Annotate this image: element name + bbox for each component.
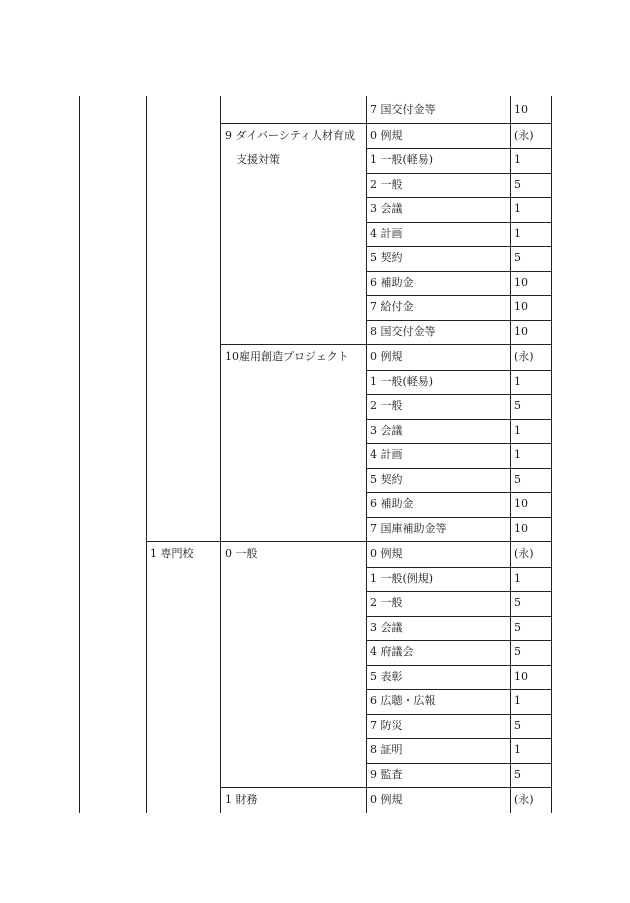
retention-period: 1 (514, 374, 521, 388)
retention-period: 10 (514, 324, 528, 338)
column-border-2 (220, 96, 221, 813)
retention-period: 5 (514, 596, 521, 609)
item-label: 4 府議会 (370, 645, 414, 658)
subcategory-label: 10雇用創造プロジェクト (225, 350, 349, 363)
retention-period: 1 (514, 694, 521, 707)
row-divider (366, 492, 552, 493)
retention-period: 5 (514, 620, 521, 634)
group-separator (146, 541, 552, 542)
item-label: 2 一般 (370, 177, 403, 191)
subcategory-label: 1 財務 (225, 793, 258, 806)
row-divider (366, 320, 552, 321)
row-divider (366, 689, 552, 690)
retention-period: 1 (514, 743, 521, 756)
retention-period: 10 (514, 300, 528, 313)
column-border-0 (79, 96, 80, 813)
retention-period: 5 (514, 645, 521, 658)
retention-period: 1 (514, 153, 521, 166)
column-border-5 (551, 96, 552, 813)
retention-period: 1 (514, 423, 521, 437)
item-label: 7 防災 (370, 718, 403, 732)
retention-period: 1 (514, 226, 521, 240)
retention-period: 5 (514, 251, 521, 264)
retention-period: 5 (514, 718, 521, 732)
row-divider (366, 148, 552, 149)
item-label: 5 表彰 (370, 669, 403, 683)
section-label: 1 専門校 (150, 547, 194, 560)
row-divider (366, 295, 552, 296)
row-divider (366, 173, 552, 174)
item-label: 3 会議 (370, 620, 403, 634)
item-label: 1 一般(軽易) (370, 153, 434, 166)
retention-period: 10 (514, 669, 528, 683)
row-divider (366, 370, 552, 371)
item-label: 5 契約 (370, 251, 403, 264)
item-label: 6 広聴・広報 (370, 694, 436, 707)
item-label: 8 証明 (370, 743, 403, 756)
row-divider (366, 468, 552, 469)
retention-period: 1 (514, 448, 521, 461)
item-label: 0 例規 (370, 350, 403, 363)
retention-period: (永) (514, 547, 534, 560)
column-border-4 (510, 96, 511, 813)
item-label: 8 国交付金等 (370, 324, 436, 338)
row-divider (366, 616, 552, 617)
item-label: 0 例規 (370, 547, 403, 560)
retention-period: (永) (514, 128, 534, 142)
item-label: 3 会議 (370, 423, 403, 437)
column-border-3 (366, 96, 367, 813)
item-label: 7 国交付金等 (370, 103, 436, 116)
group-separator (220, 344, 552, 345)
retention-period: 10 (514, 275, 528, 289)
row-divider (366, 665, 552, 666)
row-divider (366, 591, 552, 592)
item-label: 7 給付金 (370, 300, 414, 313)
retention-period: 1 (514, 571, 521, 585)
item-label: 2 一般 (370, 399, 403, 412)
item-label: 1 一般(軽易) (370, 374, 434, 388)
row-divider (366, 640, 552, 641)
subcategory-label: 支援対策 (225, 153, 280, 166)
item-label: 6 補助金 (370, 275, 414, 289)
retention-period: 10 (514, 103, 528, 116)
item-label: 0 例規 (370, 793, 403, 806)
row-divider (366, 567, 552, 568)
column-border-1 (146, 96, 147, 813)
item-label: 3 会議 (370, 202, 403, 215)
retention-period: 5 (514, 767, 521, 781)
item-label: 6 補助金 (370, 497, 414, 510)
item-label: 1 一般(例規) (370, 571, 434, 585)
item-label: 7 国庫補助金等 (370, 521, 447, 535)
group-separator (220, 123, 552, 124)
item-label: 4 計画 (370, 448, 403, 461)
item-label: 2 一般 (370, 596, 403, 609)
subcategory-label: 9 ダイバーシティ人材育成 (225, 128, 355, 142)
row-divider (366, 714, 552, 715)
row-divider (366, 197, 552, 198)
row-divider (366, 222, 552, 223)
row-divider (366, 443, 552, 444)
item-label: 0 例規 (370, 128, 403, 142)
subcategory-label: 0 一般 (225, 547, 258, 560)
retention-period: 5 (514, 472, 521, 486)
retention-period: 10 (514, 521, 528, 535)
row-divider (366, 394, 552, 395)
item-label: 4 計画 (370, 226, 403, 240)
row-divider (366, 738, 552, 739)
row-divider (366, 763, 552, 764)
group-separator (220, 787, 552, 788)
item-label: 5 契約 (370, 472, 403, 486)
row-divider (366, 246, 552, 247)
row-divider (366, 419, 552, 420)
retention-period: (永) (514, 350, 534, 363)
item-label: 9 監査 (370, 767, 403, 781)
retention-period: (永) (514, 793, 534, 806)
retention-period: 10 (514, 497, 528, 510)
retention-period: 1 (514, 202, 521, 215)
retention-period: 5 (514, 399, 521, 412)
retention-period: 5 (514, 177, 521, 191)
row-divider (366, 517, 552, 518)
row-divider (366, 271, 552, 272)
